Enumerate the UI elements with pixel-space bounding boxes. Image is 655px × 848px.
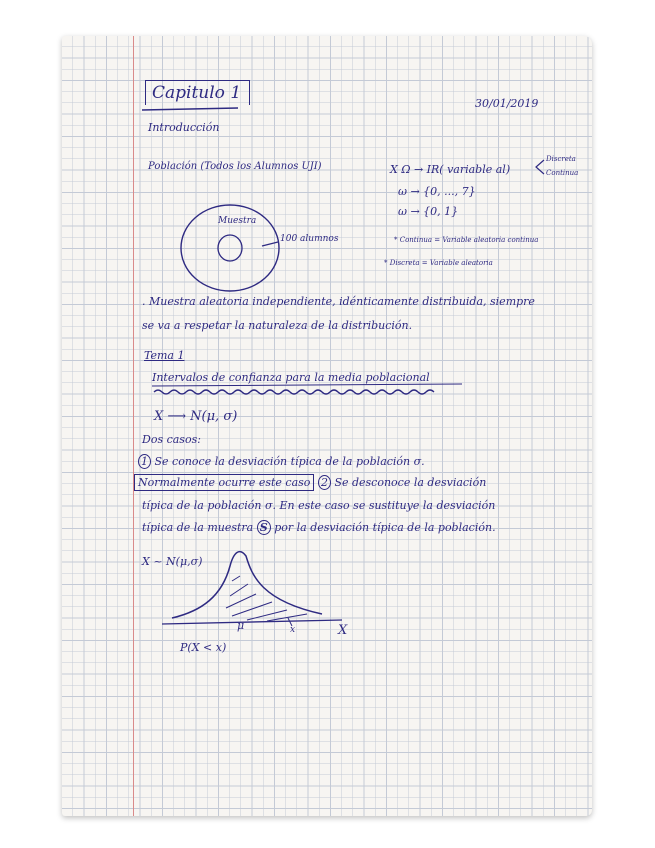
sample-circle bbox=[218, 235, 242, 261]
x-axis bbox=[162, 620, 342, 624]
continua-definition: * Continua = Variable aleatoria continua bbox=[394, 236, 539, 244]
case-1-number: 1 bbox=[138, 454, 151, 469]
population-circle bbox=[181, 205, 279, 291]
case-1-text: Se conoce la desviación típica de la población σ. bbox=[154, 455, 425, 468]
x-point-tick bbox=[288, 618, 292, 626]
cases-label: Dos casos: bbox=[142, 433, 201, 446]
variable-map-1: ω → {0, ..., 7} bbox=[398, 185, 476, 198]
discreta-definition: * Discreta = Variable aleatoria bbox=[384, 259, 493, 267]
mean-label: μ bbox=[237, 619, 245, 632]
types-bracket bbox=[536, 160, 544, 174]
topic-wavy-underline bbox=[154, 390, 434, 394]
topic-title-underline bbox=[152, 384, 462, 386]
case-2-text-c: típica de la muestra bbox=[142, 521, 254, 534]
probability-label: P(X < x) bbox=[180, 641, 227, 654]
note-line-1: . Muestra aleatoria independiente, idénticamente distribuida, siempre bbox=[142, 295, 535, 308]
x-axis-label: X bbox=[338, 623, 348, 638]
normal-distribution-formula: X ⟶ N(μ, σ) bbox=[154, 409, 238, 424]
chapter-underline bbox=[142, 108, 238, 110]
area-shading bbox=[226, 576, 307, 621]
case-2-text-a: Se desconoce la desviación bbox=[334, 476, 487, 489]
variable-map-2: ω → {0, 1} bbox=[398, 205, 459, 218]
population-label: Población (Todos los Alumnos UJI) bbox=[148, 161, 322, 172]
distribution-label: X ~ N(μ,σ) bbox=[142, 555, 203, 568]
sample-sd-symbol: S bbox=[257, 520, 271, 535]
sample-arrow bbox=[262, 242, 278, 246]
normal-case-box: Normalmente ocurre este caso bbox=[134, 474, 314, 491]
drawings bbox=[62, 36, 592, 816]
variable-type-discreta: Discreta bbox=[546, 155, 576, 163]
sample-count-label: 100 alumnos bbox=[280, 234, 339, 244]
notebook-page bbox=[62, 36, 592, 816]
variable-type-continua: Continua bbox=[546, 169, 579, 177]
sample-label: Muestra bbox=[218, 216, 257, 226]
topic-title: Intervalos de confianza para la media poblacional bbox=[152, 371, 430, 384]
chapter-title: Capitulo 1 bbox=[152, 83, 242, 103]
topic-heading: Tema 1 bbox=[144, 349, 185, 362]
case-2-text-b: típica de la población σ. En este caso se sustituye la desviación bbox=[142, 499, 496, 512]
case-2-text-d: por la desviación típica de la población. bbox=[274, 521, 496, 534]
chapter-date: 30/01/2019 bbox=[475, 97, 539, 110]
random-variable-definition: X Ω → IR( variable al) bbox=[390, 163, 511, 176]
chapter-subtitle: Introducción bbox=[148, 121, 220, 134]
case-2-number: 2 bbox=[318, 475, 331, 490]
x-point-label: x bbox=[290, 625, 296, 635]
note-line-2: se va a respetar la naturaleza de la distribución. bbox=[142, 319, 413, 332]
